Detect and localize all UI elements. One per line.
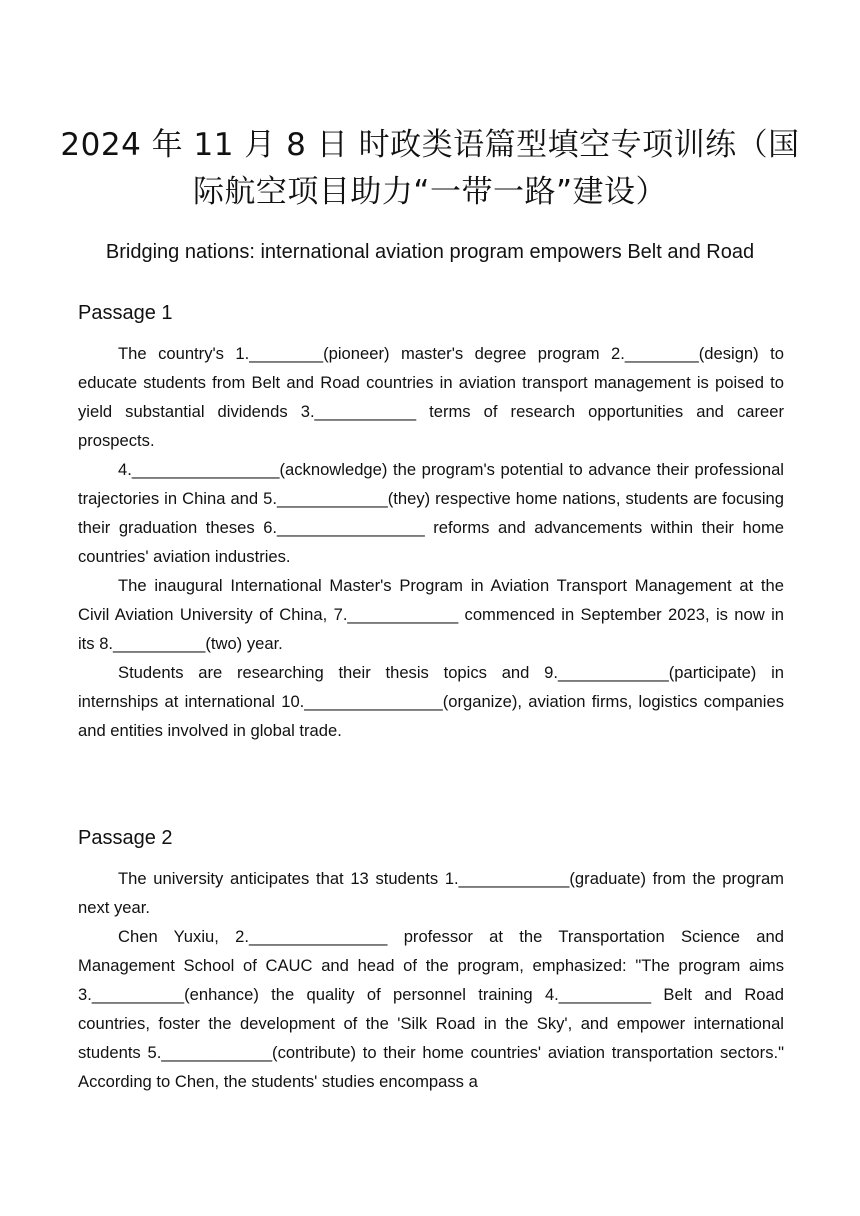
- passage-1-heading: Passage 1: [78, 302, 173, 324]
- passage-2-heading: Passage 2: [78, 827, 173, 849]
- passage-1-paragraph-4: Students are researching their thesis topics and 9.____________(participate) in internships at international 10._______________(organize), aviation firms, logistics companies and entities involved in global trade.: [78, 663, 784, 740]
- passage-2-body: [78, 864, 784, 1096]
- page-title: 2024 年 11 月 8 日 时政类语篇型填空专项训练（国际航空项目助力“一带一路”建设）: [60, 127, 800, 210]
- passage-2-paragraph-1: The university anticipates that 13 students 1.____________(graduate) from the program next year.: [78, 869, 784, 917]
- article-subtitle: Bridging nations: international aviation program empowers Belt and Road: [105, 241, 755, 263]
- passage-2-paragraph-2: Chen Yuxiu, 2._______________ professor at the Transportation Science and Management School of CAUC and head of the program, emphasized: "The program aims 3.__________(enhance) the quality of personnel training 4.__________ Belt and Road countries, foster the development of the 'Silk Road in the Sky', and empower international students 5.____________(contribute) to their home countries' aviation transportation sectors." According to Chen, the students' studies encompass a: [78, 927, 784, 1091]
- passage-1-paragraph-3: The inaugural International Master's Program in Aviation Transport Management at the Civil Aviation University of China, 7.____________ commenced in September 2023, is now in its 8.__________(two) year.: [78, 576, 784, 653]
- passage-1-body: [78, 339, 784, 745]
- passage-1-paragraph-2: 4.________________(acknowledge) the program's potential to advance their professional trajectories in China and 5.____________(they) respective home nations, students are focusing their graduation theses 6.________________ reforms and advancements within their home countries' aviation industries.: [78, 460, 784, 566]
- passage-1-paragraph-1: The country's 1.________(pioneer) master's degree program 2.________(design) to educate students from Belt and Road countries in aviation transport management is poised to yield substantial dividends 3.___________ terms of research opportunities and career prospects.: [78, 344, 784, 450]
